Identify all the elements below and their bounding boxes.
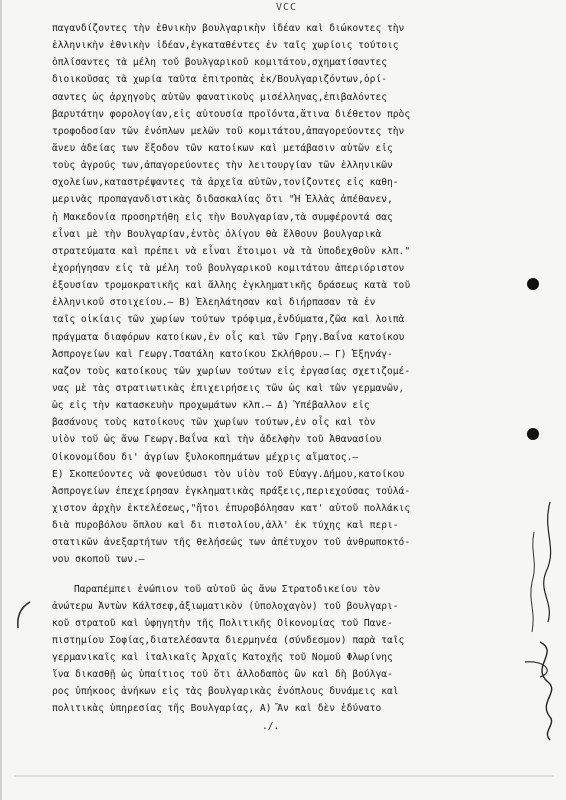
text-line: νου σκοποῦ των.— (52, 554, 145, 566)
left-page-edge (0, 0, 2, 800)
text-line: πιστημίου Σοφίας,διατελέσαντα διερμηνέα (σύνδεσμον) παρὰ ταῖς (52, 634, 405, 646)
text-line: τοὺς ἀγρούς των,ἀπαγορεύοντες τὴν λειτουργίαν τῶν ἑλληνικῶν (52, 160, 393, 172)
text-line: διοικοῦσας τὰ χωρία ταῦτα ἐπιτροπὰς ἐκ/Βουλγαριζόντων,ὁρί- (52, 74, 388, 86)
text-line: Ε) Σκοπεύοντες νὰ φονεύσωσι τὸν υἱὸν τοῦ Εὐαγγ.Δήμου,κατοίκου (52, 468, 405, 480)
text-line: ἑλληνικὴν ἐθνικὴν ἰδέαν,ἐγκαταθέντες ἐν ταῖς χωρίοις τούτοις (52, 40, 399, 52)
text-line: βασάνους τοὺς κατοίκους τῶν χωρίων τούτων,ἐν οἷς καὶ τὸν (52, 417, 376, 429)
text-line: καζον τοὺς κατοίκους τῶν χωρίων τούτων εἰς ἐργασίας σχετιζομέ- (52, 365, 411, 377)
text-line: πράγματα διαφόρων κατοίκων,ἐν οἷς καὶ τῶν Γρηγ.Βαΐνα κατοίκου (52, 331, 405, 343)
text-line: Παραπέμπει ἐνώπιον τοῦ αὐτοῦ ὡς ἄνω Στρατοδικείου τὸν (74, 583, 381, 595)
text-line: ἑλληνικοῦ στοιχείου.— Β) Ἐλεηλάτησαν καὶ διήρπασαν τὰ ἐν (52, 297, 376, 309)
text-line: κοῦ στρατοῦ καὶ ὑφηγητὴν τῆς Πολιτικῆς Οἰκονομίας τοῦ Πανε- (52, 617, 393, 629)
text-line: ἡ Μακεδονία προσηρτήθη εἰς τὴν Βουλγαρίαν,τὰ συμφέροντά σας (52, 211, 393, 223)
punch-hole (527, 428, 539, 440)
text-line: ἄνευ ἀδείας των ἔξοδον τῶν κατοίκων καὶ μετάβασιν αὐτῶν εἰς (52, 142, 393, 154)
punch-hole (527, 278, 539, 290)
paragraph-gap (52, 569, 502, 581)
text-line: βαρυτάτην φορολογίαν,εἰς αὐτουσία προϊόντα,ἅτινα διέθετον πρὸς (52, 108, 411, 120)
text-line: παγανδίζοντες τὴν ἐθνικὴν βουλγαρικὴν ἰδέαν καὶ διώκοντες τὴν (52, 23, 405, 34)
text-line: σχολείων,καταστρέψαντες τὰ ἀρχεῖα αὐτῶν,τονίζοντες εἰς καθη- (52, 177, 399, 189)
text-line: ἀνώτερω Ἀντὼν Κάλτσεφ,ἀξιωματικὸν (ὑπολοχαγὸν) τοῦ βουλγαρι- (52, 600, 399, 612)
text-line: στατικῶν ἀνεξαρτήτων τῆς θελήσεώς των ἀπέτυχον τοῦ ἀνθρωποκτό- (52, 537, 411, 549)
text-line: ἐξουσίαν τρομοκρατικῆς καὶ ἄλλης ἐγκληματικῆς δράσεως κατὰ τοῦ (52, 280, 411, 292)
text-line: μερινὰς προπαγανδιστικὰς διδασκαλίας ὅτι "Ἡ Ἑλλὰς ἀπέθανεν, (52, 194, 393, 206)
page-number: VCC (276, 2, 298, 13)
text-line: στρατεύματα καὶ πρέπει νὰ εἶναι ἕτοιμοι νὰ τὰ ὑποδεχθοῦν κλπ." (52, 245, 411, 257)
footer-mark: ./. (262, 720, 280, 732)
text-line: σαντες ὡς ἀρχηγοὺς αὐτῶν φανατικοὺς μισέλληνας,ἐπιβαλόντες (52, 91, 388, 103)
typed-body-text (52, 20, 502, 735)
text-line: νας μὲ τὰς στρατιωτικὰς ἐπιχειρήσεις τῶν ὡς καὶ τῶν γερμανῶν, (52, 382, 405, 394)
text-line: τροφοδοσίαν τῶν ἐνόπλων μελῶν τοῦ κομιτάτου,ἀπαγορεύοντες τὴν (52, 125, 405, 137)
text-line: ὁπλίσαντες τὰ μέλη τοῦ βουλγαρικοῦ κομιτάτου,σχηματίσαντες (52, 57, 388, 69)
text-line: ἐχορήγησαν εἰς τὰ μέλη τοῦ βουλγαρικοῦ κομιτάτου ἀπεριόριστον (52, 262, 405, 274)
text-line: ἵνα δικασθῇ ὡς ὑπαίτιος τοῦ ὅτι ἀλλοδαπὸς ὢν καὶ δὴ βούλγα- (52, 669, 393, 681)
text-line: ὡς εἰς τὴν κατασκευὴν προχωμάτων κλπ.— Δ) Ὑπέβαλλον εἰς (52, 400, 370, 412)
text-line: Οἰκονομίδου δι' ἀγρίων ξυλοκοπημάτων μέχρις αἵματος.— (52, 451, 359, 463)
handwritten-signature (520, 492, 566, 742)
text-line: Ἀσπρογείων καὶ Γεωργ.Τσατάλη κατοίκου Σκλήθρου.— Γ) Ἐξηνάγ- (52, 348, 393, 360)
text-line: ταῖς οἰκίαις τῶν χωρίων τούτων τρόφιμα,ἐνδύματα,ζῶα καὶ λοιπὰ (52, 314, 405, 326)
text-line: χιστον ἀρχὴν ἐκτελέσεως,"ἤτοι ἐπυροβόλησαν κατ' αὐτοῦ πολλάκις (52, 502, 411, 514)
bottom-fold-line (14, 775, 554, 777)
text-line: διὰ πυροβόλου ὅπλου καὶ δι πιστολίου,ἀλλ' ἐκ τύχης καὶ περι- (52, 520, 399, 532)
bracket-mark (10, 600, 34, 630)
text-line: ρος ὑπήκοος ἀνήκων εἰς τὰς βουλγαρικὰς ἐνόπλους δυνάμεις καὶ (52, 686, 399, 698)
text-line: υἱὸν τοῦ ὡς ἄνω Γεωργ.Βαΐνα καὶ τὴν ἀδελφὴν τοῦ Ἀθανασίου (52, 434, 382, 446)
text-line: πολιτικὰς ὑπηρεσίας τῆς Βουλγαρίας, Α) Ἂν καὶ δὲν ἐδύνατο (52, 703, 382, 715)
text-line: Ἀσπρογείων ἐπεχείρησαν ἐγκληματικὰς πράξεις,περιεχούσας τοὐλά- (52, 485, 411, 497)
text-line: γερμανικαῖς καὶ ἰταλικαῖς Ἀρχαῖς Κατοχῆς τοῦ Νομοῦ Φλωρίνης (52, 652, 393, 664)
text-line: εἶναι μὲ τὴν Βουλγαρίαν,ἐντὸς ὀλίγου θὰ ἔλθουν βουλγαρικὰ (52, 228, 382, 240)
